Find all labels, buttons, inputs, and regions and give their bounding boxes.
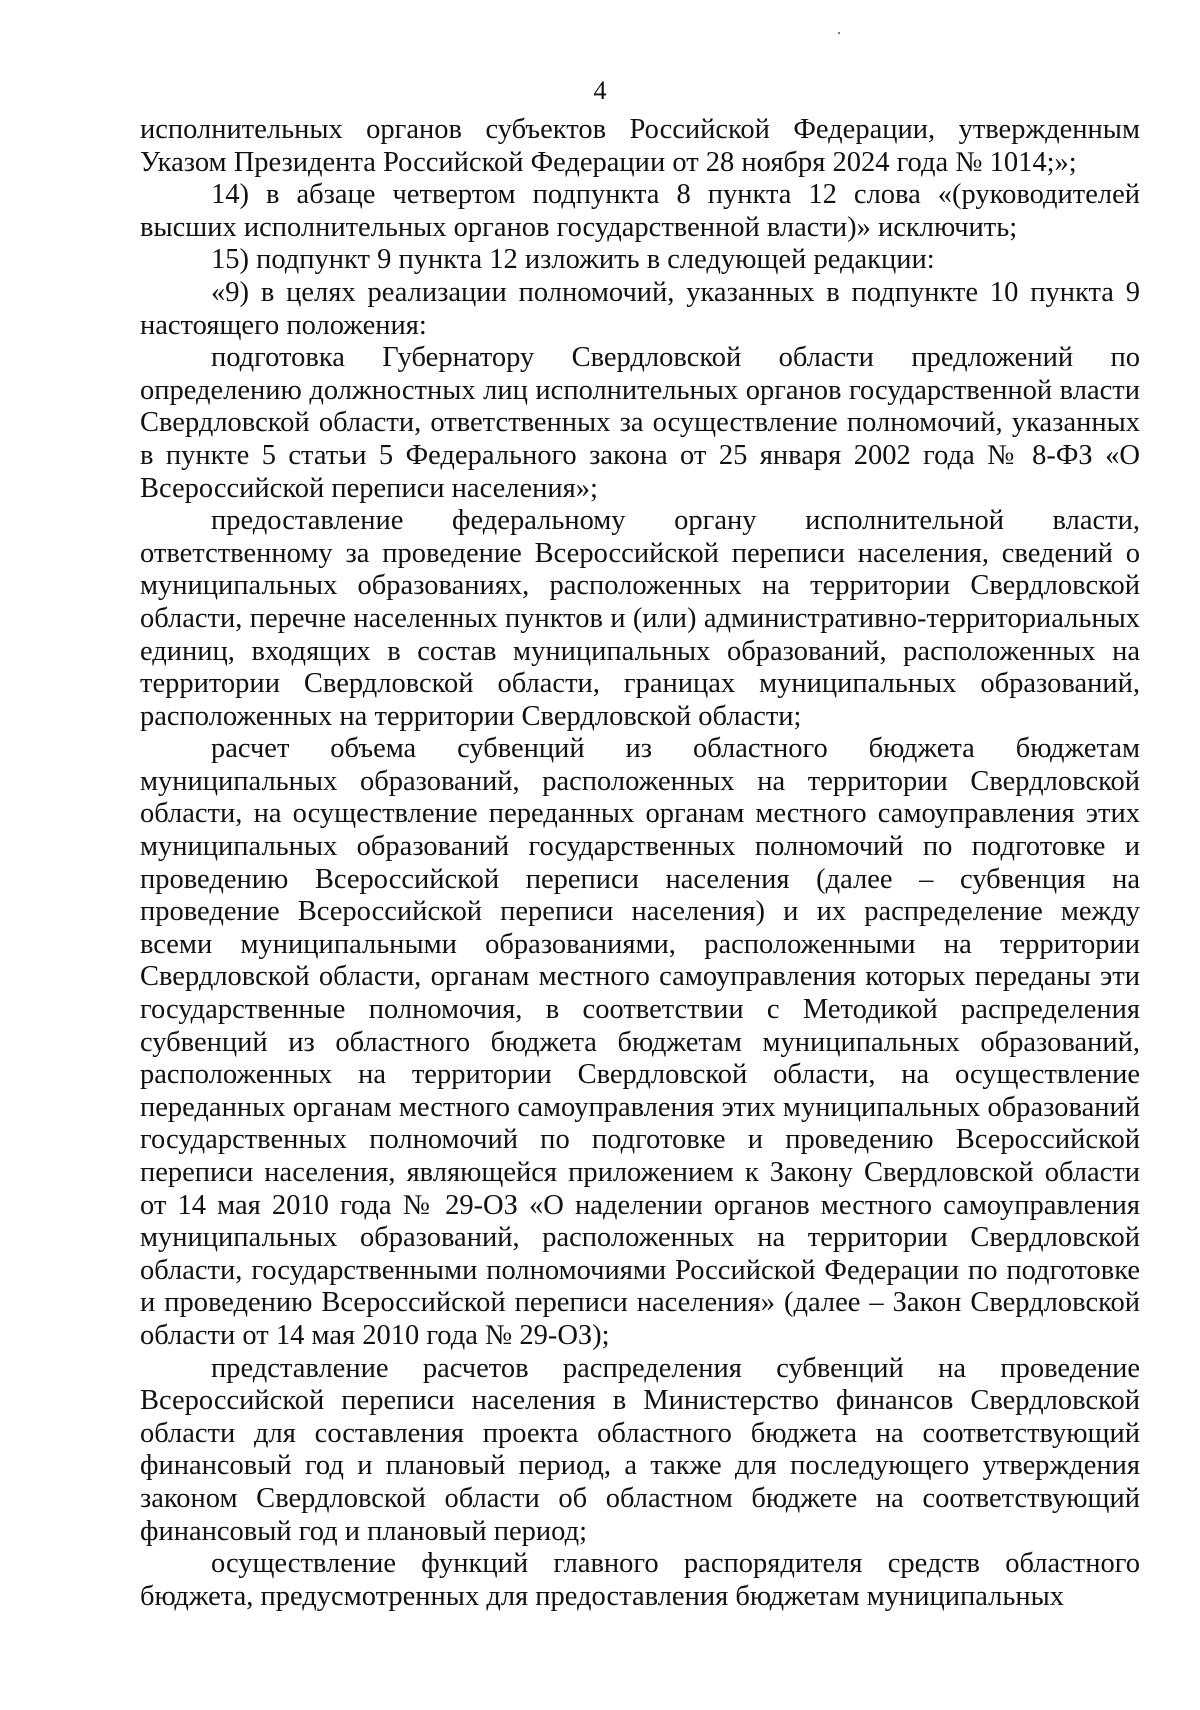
page-number: 4 [593, 76, 607, 105]
paragraph-subvention-calculation: расчет объема субвенций из областного бюджета бюджетам муниципальных образований, расположенных на территории Свердловской области, на осуществление переданных органам местного самоуправления этих муниципальных образований государственных полномочий по подготовке и проведению Всероссийской переписи населения (далее – субвенция на проведение Всероссийской переписи населения) и их распределение между всеми муниципальными образованиями, расположенными на территории Свердловской области, органам местного самоуправления которых переданы эти государственные полномочия, в соответствии с Методикой распределения субвенций из областного бюджета бюджетам муниципальных образований, расположенных на территории Свердловской области, на осуществление переданных органам местного самоуправления этих муниципальных образований государственных полномочий по подготовке и проведению Всероссийской переписи населения, являющейся приложением к Закону Свердловской области от 14 мая 2010 года № 29-ОЗ «О наделении органов местного самоуправления муниципальных образований, расположенных на территории Свердловской области, государственными полномочиями Российской Федерации по подготовке и проведению Всероссийской переписи населения» (далее – Закон Свердловской области от 14 мая 2010 года № 29-ОЗ); [140, 733, 1140, 1351]
paragraph-budget-functions: осуществление функций главного распорядителя средств областного бюджета, предусмотренных для предоставления бюджетам муниципальных [140, 1548, 1140, 1612]
paragraph-providing-info: предоставление федеральному органу исполнительной власти, ответственному за проведение Всероссийской переписи населения, сведений о муниципальных образованиях, расположенных на территории Свердловской области, перечне населенных пунктов и (или) административно-территориальных единиц, входящих в состав муниципальных образований, расположенных на территории Свердловской области, границах муниципальных образований, расположенных на территории Свердловской области; [140, 505, 1140, 732]
document-body [140, 114, 1140, 1613]
paragraph-item-14: 14) в абзаце четвертом подпункта 8 пункта 12 слова «(руководителей высших исполнительных органов государственной власти)» исключить; [140, 179, 1140, 243]
paragraph-proposals: подготовка Губернатору Свердловской области предложений по определению должностных лиц исполнительных органов государственной власти Свердловской области, ответственных за осуществление полномочий, указанных в пункте 5 статьи 5 Федерального закона от 25 января 2002 года № 8-ФЗ «О Всероссийской переписи населения»; [140, 342, 1140, 504]
paragraph-calculations-submission: представление расчетов распределения субвенций на проведение Всероссийской переписи населения в Министерство финансов Свердловской области для составления проекта областного бюджета на соответствующий финансовый год и плановый период, а также для последующего утверждения законом Свердловской области об областном бюджете на соответствующий финансовый год и плановый период; [140, 1352, 1140, 1547]
paragraph-continuation: исполнительных органов субъектов Российской Федерации, утвержденным Указом Президента Российской Федерации от 28 ноября 2024 года № 1014;»; [140, 114, 1140, 178]
paragraph-subitem-9: «9) в целях реализации полномочий, указанных в подпункте 10 пункта 9 настоящего положения: [140, 276, 1140, 341]
scan-speck [838, 32, 840, 34]
paragraph-item-15: 15) подпункт 9 пункта 12 изложить в следующей редакции: [211, 244, 935, 276]
